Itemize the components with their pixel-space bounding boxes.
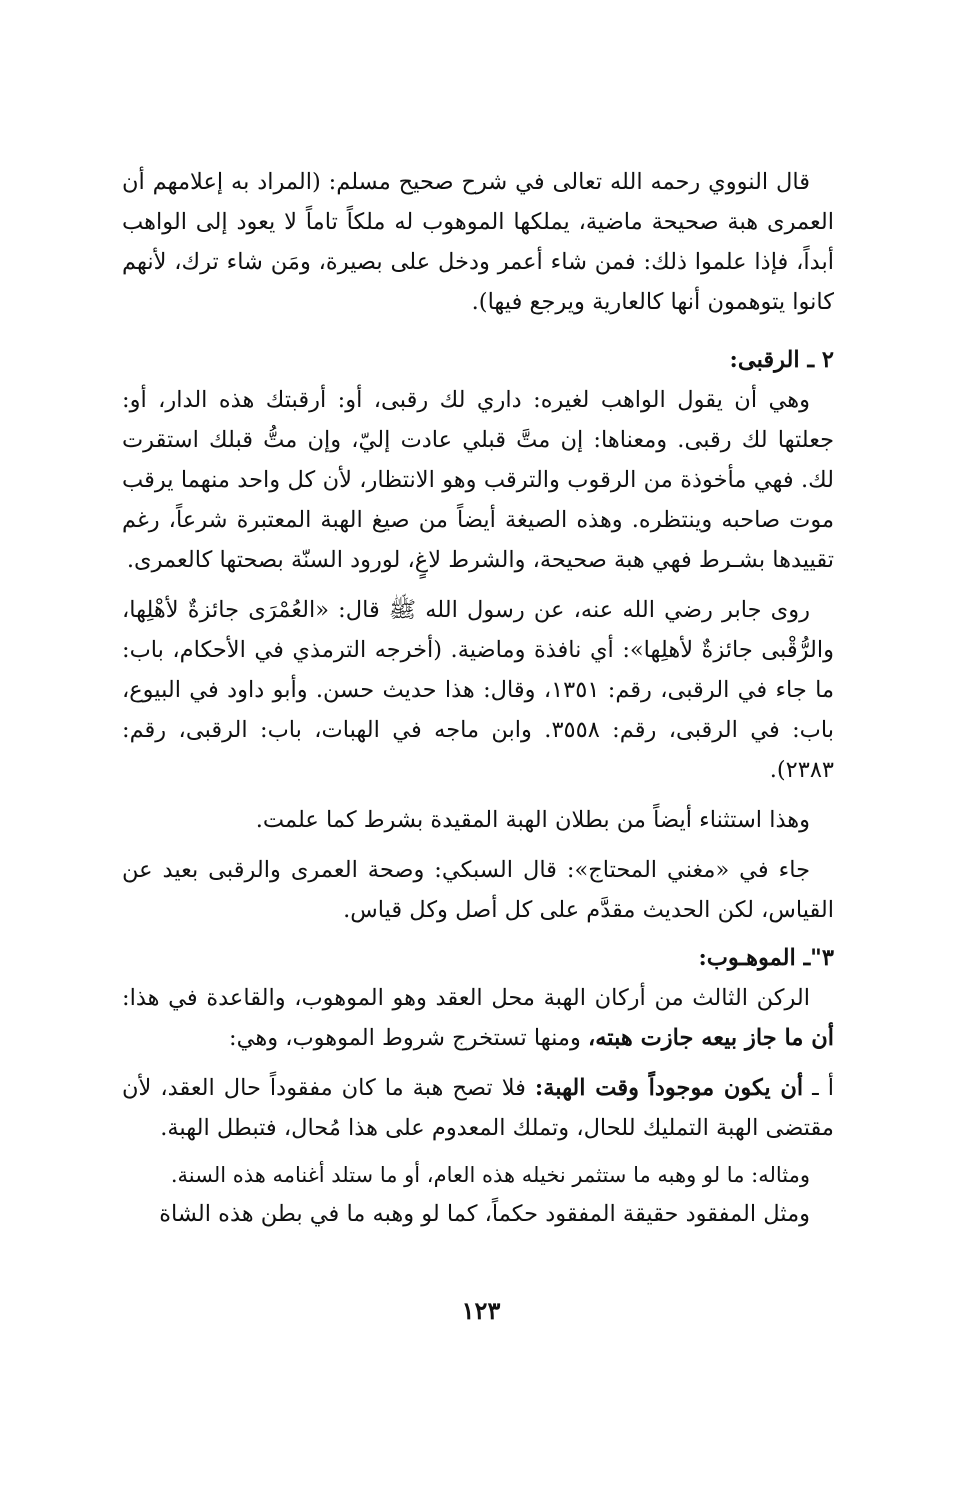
rule-rest-text: ومنها تستخرج شروط الموهوب، وهي: xyxy=(229,1025,581,1051)
condition-a-text: فلا تصح هبة ما كان مفقوداً حال العقد، لأن مقتضى الهبة التمليك للحال، وتملك المعدوم على هذا مُحال، فتبطل الهبة. xyxy=(122,1075,834,1141)
condition-a-paragraph xyxy=(122,1068,834,1148)
page-number: ١٢٣ xyxy=(461,1296,501,1325)
example-paragraph: ومثاله: ما لو وهبه ما ستثمر نخيله هذه العام، أو ما ستلد أغنامه هذه السنة. xyxy=(170,1163,810,1187)
condition-a-title: أن يكون موجوداً وقت الهبة: xyxy=(534,1075,804,1101)
third-pillar-lead: الركن الثالث من أركان الهبة محل العقد وهو الموهوب، والقاعدة في هذا: xyxy=(122,985,810,1011)
mughni-paragraph: جاء في «مغني المحتاج»: قال السبكي: وصحة العمرى والرقبى بعيد عن القياس، لكن الحديث مقدَّم على كل أصل وكل قياس. xyxy=(122,857,834,923)
lost-like-paragraph: ومثل المفقود حقيقة المفقود حكماً، كما لو وهبه ما في بطن هذه الشاة xyxy=(159,1201,810,1227)
condition-a-letter: أ ـ xyxy=(812,1075,834,1101)
mawhub-heading: ٣"ـ الموهـوب: xyxy=(698,945,834,971)
ruqba-definition-paragraph: وهي أن يقول الواهب لغيره: داري لك رقبى، أو: أرقبتك هذه الدار، أو: جعلتها لك رقبى. ومعناها: إن متَّ قبلي عادت إليّ، وإن متُّ قبلك استقرت لك. فهي مأخوذة من الرقوب والترقب وهو الانتظار، لأن كل واحد منهما يرقب موت صاحبه وينتظره. وهذه الصيغة أيضاً من صيغ الهبة المعتبرة شرعاً، رغم تقييدها بشـرط فهي هبة صحيحة، والشرط لاغٍ، لورود السنّة بصحتها كالعمرى. xyxy=(122,387,834,573)
rule-bold-text: أن ما جاز بيعه جازت هبته، xyxy=(587,1025,834,1051)
third-pillar-paragraph xyxy=(122,978,834,1058)
nawawi-quote-paragraph: قال النووي رحمه الله تعالى في شرح صحيح مسلم: (المراد به إعلامهم أن العمرى هبة صحيحة ماضية، يملكها الموهوب له ملكاً تاماً لا يعود إلى الواهب أبداً، فإذا علموا ذلك: فمن شاء أعمر ودخل على بصيرة، ومَن شاء ترك، لأنهم كانوا يتوهمون أنها كالعارية ويرجع فيها). xyxy=(122,169,834,315)
ruqba-heading: ٢ ـ الرقبى: xyxy=(729,347,834,373)
exception-paragraph: وهذا استثناء أيضاً من بطلان الهبة المقيدة بشرط كما علمت. xyxy=(255,807,810,833)
jabir-hadith-paragraph: روى جابر رضي الله عنه، عن رسول الله ﷺ قال: «العُمْرَى جائزةٌ لأهْلِها، والرُّقْبى جائزةٌ لأهلِها»: أي نافذة وماضية. (أخرجه الترمذي في الأحكام، باب: ما جاء في الرقبى، رقم: ١٣٥١، وقال: هذا حديث حسن. وأبو داود في البيوع، باب: في الرقبى، رقم: ٣٥٥٨. وابن ماجه في الهبات، باب: الرقبى، رقم: ٢٣٨٣). xyxy=(122,597,835,783)
